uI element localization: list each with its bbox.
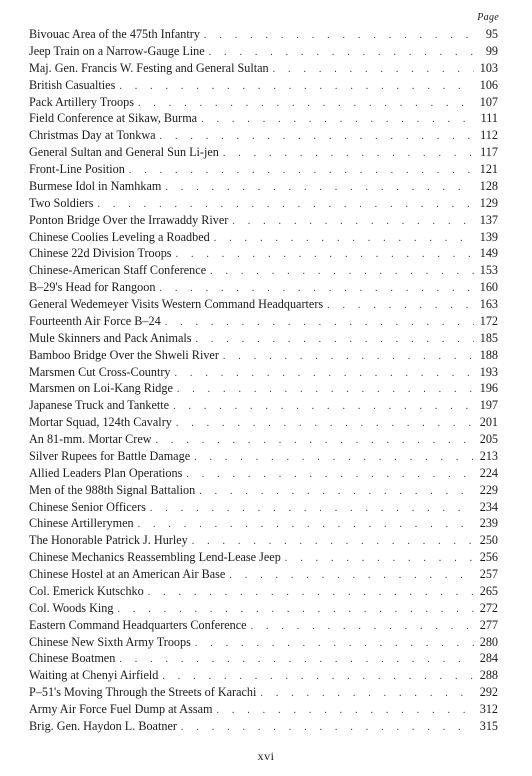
dot-leader xyxy=(251,619,474,634)
entry-title: Marsmen Cut Cross-Country xyxy=(29,364,171,379)
dot-leader xyxy=(186,467,474,482)
entry-title: Bamboo Bridge Over the Shweli River xyxy=(29,347,219,362)
list-item xyxy=(29,313,498,330)
dot-leader xyxy=(192,534,474,549)
entry-title: Two Soldiers xyxy=(29,195,94,210)
entry-page-number: 137 xyxy=(479,212,498,227)
entry-title: Col. Woods King xyxy=(29,600,114,615)
dot-leader xyxy=(165,180,474,195)
list-item xyxy=(29,600,498,617)
entry-page-number: 234 xyxy=(479,499,498,514)
list-item xyxy=(29,94,498,111)
entry-title: Army Air Force Fuel Dump at Assam xyxy=(29,702,213,716)
entry-title: Burmese Idol in Namhkam xyxy=(29,178,162,193)
dot-leader xyxy=(176,416,474,431)
list-item xyxy=(29,634,498,651)
list-item xyxy=(29,465,498,482)
dot-leader xyxy=(201,112,474,127)
entry-title: Waiting at Chenyi Airfield xyxy=(29,668,159,683)
dot-leader xyxy=(97,197,474,212)
entry-page-number: 224 xyxy=(479,465,498,480)
dot-leader xyxy=(232,214,474,229)
entry-page-number: 265 xyxy=(479,583,498,598)
dot-leader xyxy=(209,45,474,60)
dot-leader xyxy=(216,703,474,718)
dot-leader xyxy=(223,146,474,161)
entry-title: Pack Artillery Troops xyxy=(29,94,134,109)
dot-leader xyxy=(173,399,474,414)
dot-leader xyxy=(285,551,474,566)
entry-page-number: 213 xyxy=(479,448,498,463)
entry-page-number: 197 xyxy=(479,398,498,413)
list-item xyxy=(29,414,498,431)
entry-title: Silver Rupees for Battle Damage xyxy=(29,448,191,463)
dot-leader xyxy=(138,96,474,111)
list-item xyxy=(29,515,498,532)
entry-page-number: 229 xyxy=(479,482,498,497)
dot-leader xyxy=(177,382,474,397)
list-item xyxy=(29,195,498,212)
entry-page-number: 139 xyxy=(479,229,498,244)
entry-page-number: 272 xyxy=(479,600,498,615)
list-item xyxy=(29,347,498,364)
entry-page-number: 107 xyxy=(479,94,498,109)
dot-leader xyxy=(181,720,474,735)
entry-page-number: 106 xyxy=(479,77,498,92)
entry-page-number: 121 xyxy=(479,162,498,176)
entry-page-number: 129 xyxy=(479,195,498,210)
entry-title: Christmas Day at Tonkwa xyxy=(29,128,156,143)
dot-leader xyxy=(119,652,474,667)
dot-leader xyxy=(175,366,474,381)
entry-title: Field Conference at Sikaw, Burma xyxy=(29,111,198,126)
list-item xyxy=(29,110,498,127)
dot-leader xyxy=(204,28,474,43)
entry-page-number: 185 xyxy=(479,330,498,345)
entry-page-number: 280 xyxy=(479,634,498,649)
entry-title: Fourteenth Air Force B–24 xyxy=(29,313,161,328)
entry-page-number: 95 xyxy=(485,27,498,41)
illustration-list xyxy=(29,26,498,735)
entry-title: Men of the 988th Signal Battalion xyxy=(29,482,196,497)
dot-leader xyxy=(176,247,474,262)
list-item xyxy=(29,60,498,77)
dot-leader xyxy=(150,501,474,516)
list-item xyxy=(29,380,498,397)
dot-leader xyxy=(129,163,474,178)
entry-page-number: 196 xyxy=(479,381,498,396)
entry-page-number: 153 xyxy=(479,263,498,278)
entry-page-number: 277 xyxy=(479,617,498,632)
dot-leader xyxy=(223,349,474,364)
entry-page-number: 205 xyxy=(479,432,498,446)
dot-leader xyxy=(148,585,474,600)
list-item xyxy=(29,161,498,178)
dot-leader xyxy=(117,602,474,617)
list-item xyxy=(29,701,498,718)
list-item xyxy=(29,549,498,566)
list-item xyxy=(29,43,498,60)
entry-title: Mule Skinners and Pack Animals xyxy=(29,330,192,345)
dot-leader xyxy=(194,450,474,465)
list-item xyxy=(29,499,498,516)
list-item xyxy=(29,296,498,313)
entry-page-number: 99 xyxy=(485,43,498,58)
dot-leader xyxy=(165,315,474,330)
dot-leader xyxy=(273,62,474,77)
entry-title: General Wedemeyer Visits Western Command Headquarters xyxy=(29,297,324,311)
dot-leader xyxy=(210,264,474,279)
entry-title: Jeep Train on a Narrow-Gauge Line xyxy=(29,43,205,58)
list-item xyxy=(29,262,498,279)
dot-leader xyxy=(327,298,474,313)
list-item xyxy=(29,448,498,465)
dot-leader xyxy=(162,669,474,684)
dot-leader xyxy=(156,433,474,448)
entry-title: The Honorable Patrick J. Hurley xyxy=(29,533,188,548)
entry-title: Marsmen on Loi-Kang Ridge xyxy=(29,381,173,396)
entry-title: P–51's Moving Through the Streets of Karachi xyxy=(29,685,257,700)
dot-leader xyxy=(195,332,474,347)
list-item xyxy=(29,127,498,144)
entry-page-number: 112 xyxy=(480,128,498,143)
entry-page-number: 117 xyxy=(480,145,498,160)
entry-page-number: 149 xyxy=(479,246,498,261)
list-item xyxy=(29,245,498,262)
list-item xyxy=(29,583,498,600)
dot-leader xyxy=(195,636,474,651)
entry-title: Chinese-American Staff Conference xyxy=(29,263,207,278)
page-column-label: Page xyxy=(477,12,499,23)
entry-page-number: 163 xyxy=(479,297,498,311)
list-item xyxy=(29,431,498,448)
entry-title: Col. Emerick Kutschko xyxy=(29,583,144,598)
entry-page-number: 292 xyxy=(479,685,498,700)
entry-title: Chinese Mechanics Reassembling Lend-Lease Jeep xyxy=(29,550,281,565)
list-item xyxy=(29,718,498,735)
entry-title: Eastern Command Headquarters Conference xyxy=(29,617,247,632)
entry-title: British Casualties xyxy=(29,77,116,92)
entry-title: Ponton Bridge Over the Irrawaddy River xyxy=(29,212,229,227)
page-folio: xvi xyxy=(257,749,275,763)
list-item xyxy=(29,26,498,43)
entry-title: Chinese Hostel at an American Air Base xyxy=(29,567,226,581)
list-item xyxy=(29,482,498,499)
entry-title: Maj. Gen. Francis W. Festing and General Sultan xyxy=(29,60,269,75)
list-item xyxy=(29,330,498,347)
list-item xyxy=(29,617,498,634)
entry-page-number: 201 xyxy=(479,415,498,430)
dot-leader xyxy=(214,231,474,246)
entry-title: Chinese Boatmen xyxy=(29,651,116,666)
entry-title: B–29's Head for Rangoon xyxy=(29,280,156,295)
list-item xyxy=(29,144,498,161)
dot-leader xyxy=(138,517,474,532)
entry-title: Chinese Coolies Leveling a Roadbed xyxy=(29,229,210,244)
dot-leader xyxy=(160,129,474,144)
list-item xyxy=(29,684,498,701)
list-item xyxy=(29,178,498,195)
entry-title: Mortar Squad, 124th Cavalry xyxy=(29,415,172,430)
entry-page-number: 128 xyxy=(479,178,498,193)
entry-title: Bivouac Area of the 475th Infantry xyxy=(29,27,200,41)
entry-title: An 81-mm. Mortar Crew xyxy=(29,432,152,446)
entry-title: Japanese Truck and Tankette xyxy=(29,398,170,413)
entry-title: Chinese Senior Officers xyxy=(29,499,146,514)
entry-page-number: 188 xyxy=(479,347,498,362)
dot-leader xyxy=(199,484,474,499)
entry-title: Front-Line Position xyxy=(29,162,125,176)
dot-leader xyxy=(119,79,474,94)
entry-page-number: 256 xyxy=(479,550,498,565)
entry-page-number: 288 xyxy=(479,668,498,683)
entry-page-number: 160 xyxy=(479,280,498,295)
entry-page-number: 193 xyxy=(479,364,498,379)
list-item xyxy=(29,397,498,414)
entry-page-number: 172 xyxy=(479,313,498,328)
dot-leader xyxy=(260,686,474,701)
entry-page-number: 103 xyxy=(479,60,498,75)
entry-page-number: 111 xyxy=(480,111,498,126)
entry-title: Chinese New Sixth Army Troops xyxy=(29,634,191,649)
list-item xyxy=(29,566,498,583)
entry-title: Chinese Artillerymen xyxy=(29,516,134,531)
entry-page-number: 284 xyxy=(479,651,498,666)
list-item xyxy=(29,364,498,381)
entry-page-number: 239 xyxy=(479,516,498,531)
list-item xyxy=(29,212,498,229)
list-item xyxy=(29,279,498,296)
entry-page-number: 250 xyxy=(479,533,498,548)
list-item xyxy=(29,667,498,684)
entry-page-number: 257 xyxy=(479,567,498,581)
entry-title: Brig. Gen. Haydon L. Boatner xyxy=(29,718,177,733)
list-item xyxy=(29,229,498,246)
entry-title: General Sultan and General Sun Li-jen xyxy=(29,145,219,160)
entry-page-number: 312 xyxy=(479,702,498,716)
entry-page-number: 315 xyxy=(479,718,498,733)
dot-leader xyxy=(159,281,474,296)
list-item xyxy=(29,650,498,667)
entry-title: Allied Leaders Plan Operations xyxy=(29,465,183,480)
dot-leader xyxy=(229,568,474,583)
list-item xyxy=(29,532,498,549)
entry-title: Chinese 22d Division Troops xyxy=(29,246,172,261)
list-item xyxy=(29,77,498,94)
